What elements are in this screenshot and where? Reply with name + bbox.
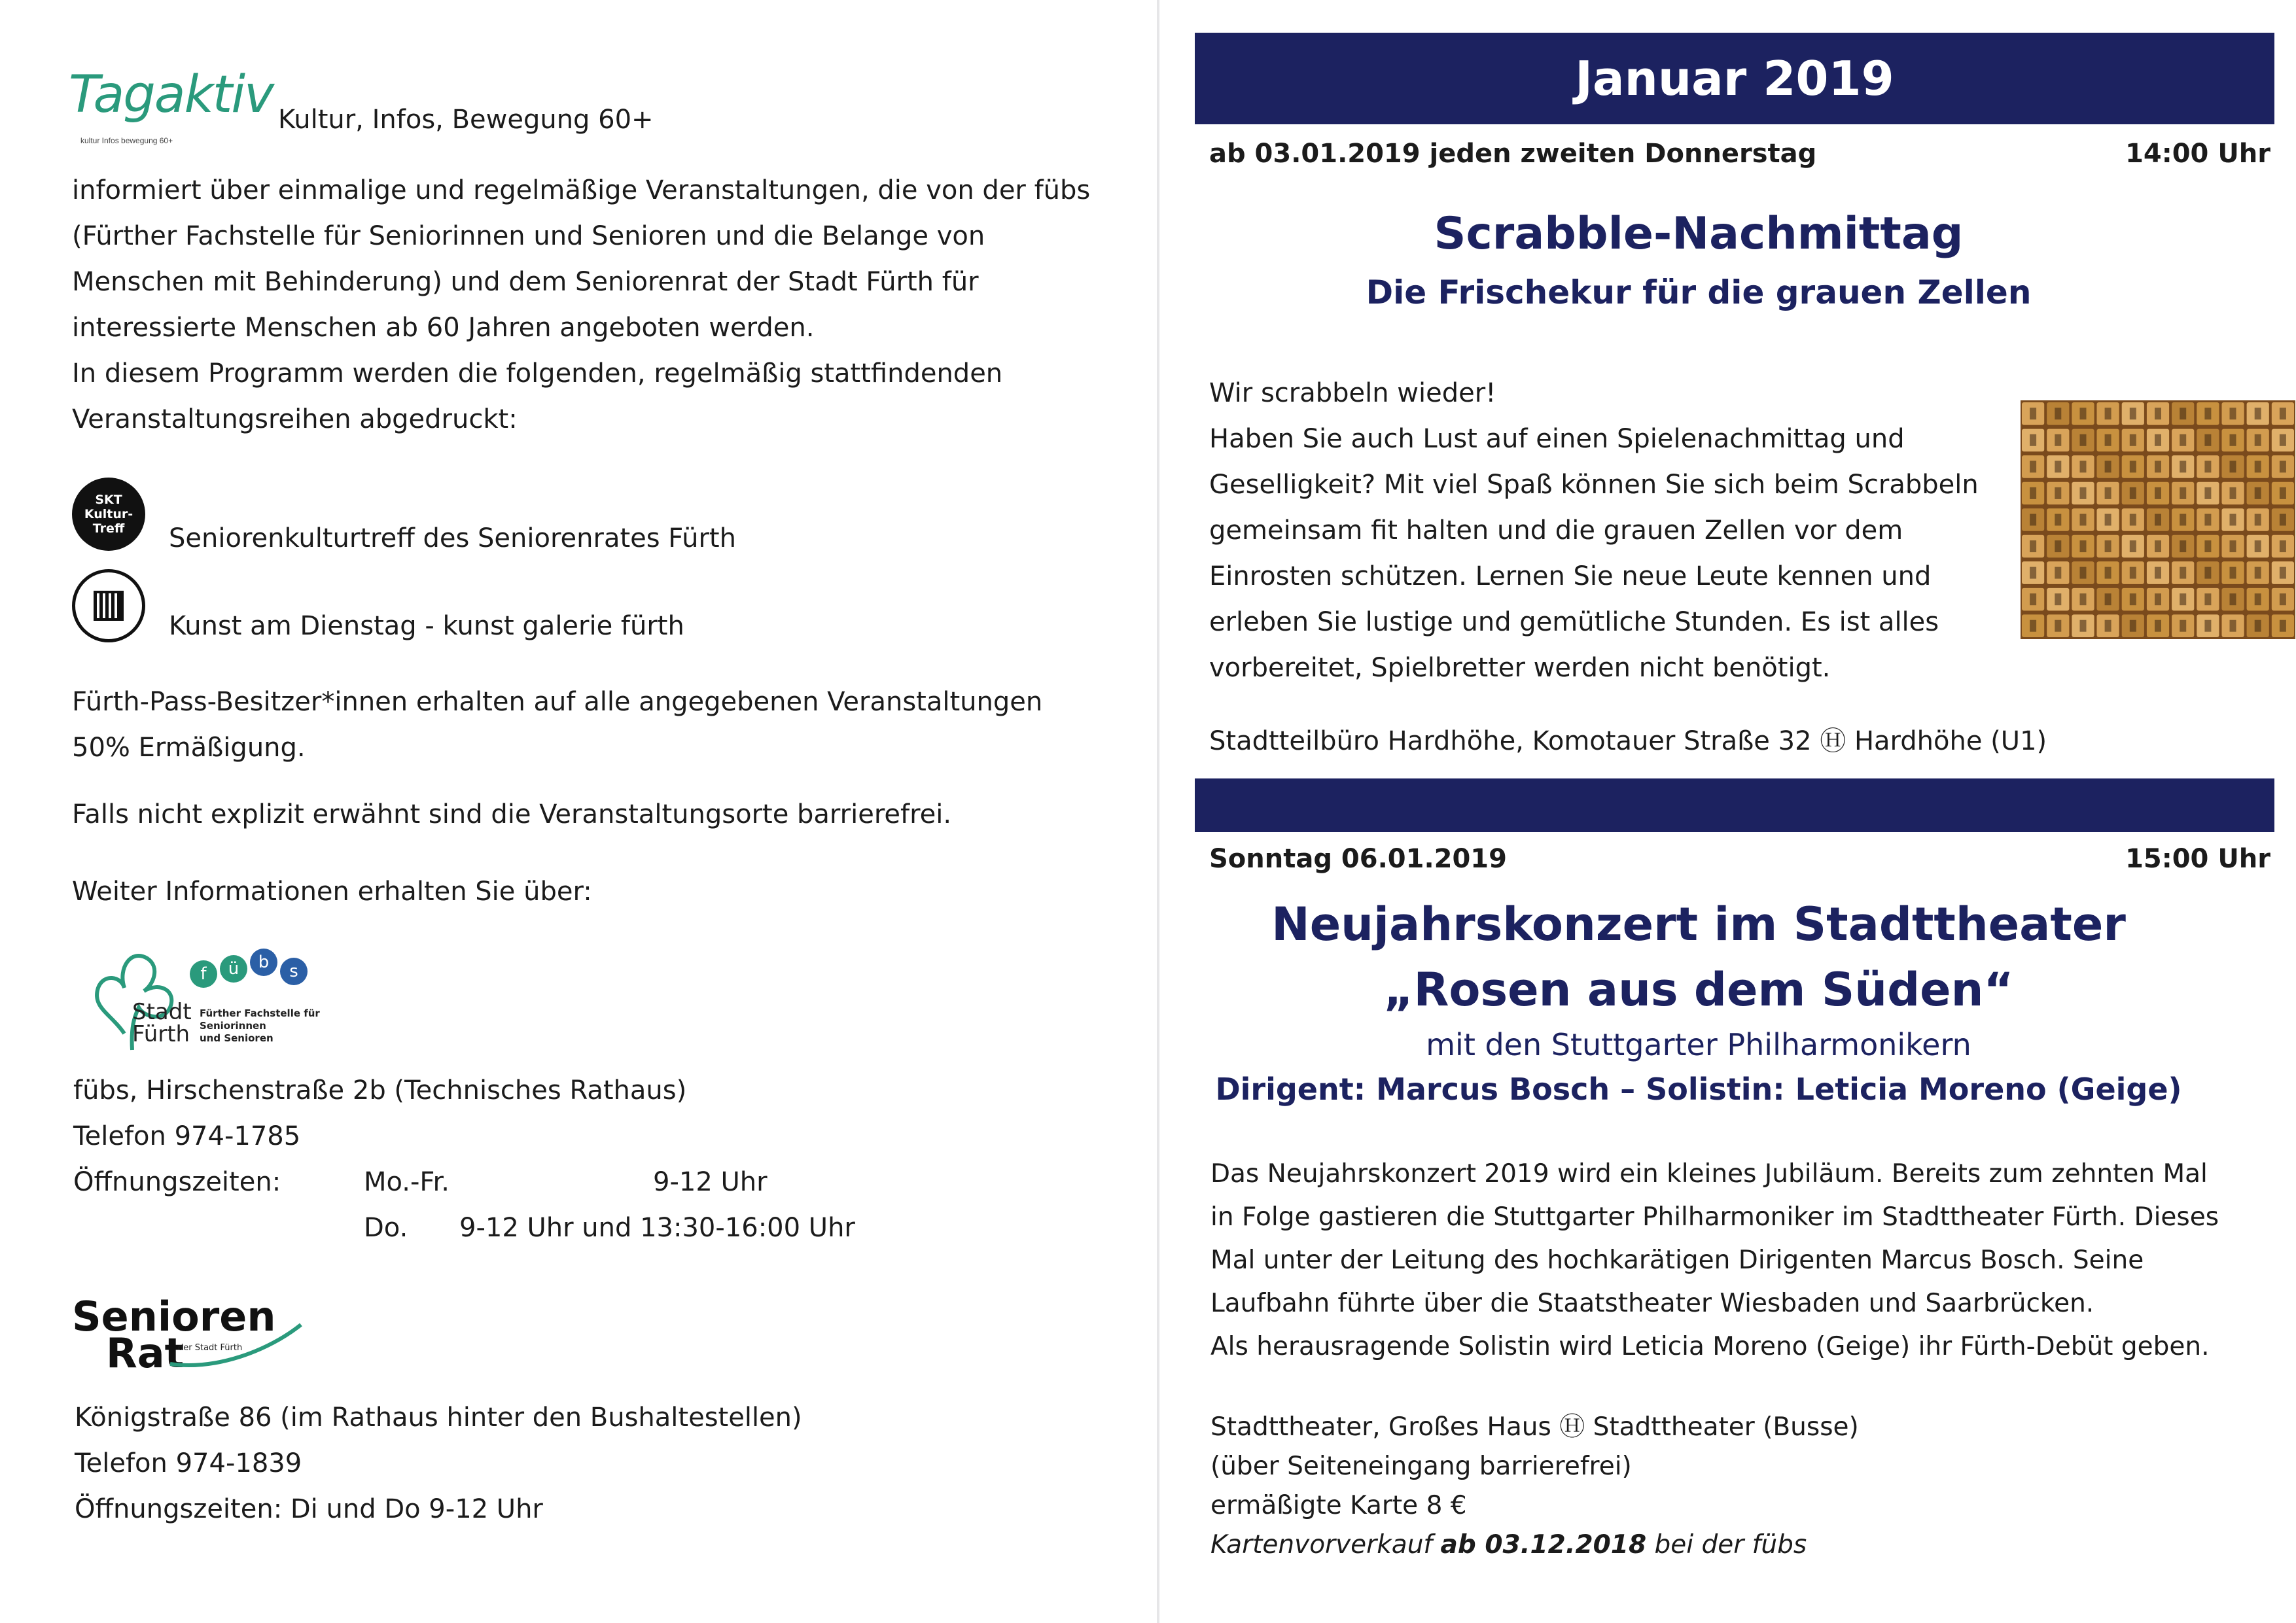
pass-note	[72, 679, 1119, 771]
tagaktiv-logo	[69, 65, 278, 154]
event1-subtitle: Die Frischekur für die grauen Zellen	[1366, 273, 2032, 311]
event2-presale-post: bei der fübs	[1654, 1530, 1807, 1560]
pass-line: 50% Ermäßigung.	[72, 733, 306, 763]
fuebs-phone: Telefon 974-1785	[73, 1121, 301, 1151]
seniorenrat-logo-small: der Stadt Fürth	[178, 1343, 243, 1353]
intro-paragraph	[72, 167, 1119, 442]
event2-conductor: Dirigent: Marcus Bosch – Solistin: Leticia Moreno (Geige)	[1215, 1072, 2182, 1107]
fuebs-logo: Stadt Fürth f ü b s Fürther Fachstelle für Seniorinnen und Senioren	[85, 935, 360, 1060]
event2-details	[1210, 1408, 2061, 1565]
month-title: Januar 2019	[1575, 51, 1894, 106]
event2-body-line: Laufbahn führte über die Staatstheater Wiesbaden und Saarbrücken.	[1210, 1289, 2094, 1318]
month-header-band	[1195, 33, 2274, 124]
fuebs-hours-time-2: 9-12 Uhr und 13:30-16:00 Uhr	[459, 1213, 855, 1243]
event2-date: Sonntag 06.01.2019	[1209, 844, 1507, 874]
event2-title: Neujahrskonzert im Stadttheater	[1271, 898, 2126, 951]
event2-time: 15:00 Uhr	[2125, 844, 2270, 874]
seniorenrat-logo-line-2: Rat	[106, 1329, 185, 1377]
series-label-kunst: Kunst am Dienstag - kunst galerie fürth	[169, 611, 684, 641]
event2-with: mit den Stuttgarter Philharmonikern	[1426, 1027, 1971, 1062]
event2-location: Stadttheater, Großes Haus Ⓗ Stadttheater (Busse)	[1210, 1412, 1859, 1442]
intro-line: interessierte Menschen ab 60 Jahren angeboten werden.	[72, 313, 815, 343]
event2-presale-pre: Kartenvorverkauf	[1210, 1530, 1433, 1560]
tagaktiv-subline: kultur Infos bewegung 60+	[80, 136, 173, 145]
fuebs-hours-day-2: Do.	[364, 1213, 408, 1243]
seniorenrat-logo-line-1: Senioren	[72, 1293, 276, 1340]
intro-line: informiert über einmalige und regelmäßige Veranstaltungen, die von der fübs	[72, 175, 1091, 205]
seniorenrat-address: Königstraße 86 (im Rathaus hinter den Bushaltestellen)	[75, 1403, 802, 1433]
series-label-skt: Seniorenkulturtreff des Seniorenrates Fürth	[169, 523, 736, 553]
event1-body-line: Geselligkeit? Mit viel Spaß können Sie sich beim Scrabbeln	[1209, 470, 1979, 500]
event1-body-line: Wir scrabbeln wieder!	[1209, 378, 1496, 408]
event2-access: (über Seiteneingang barrierefrei)	[1210, 1452, 1632, 1481]
event1-body-line: vorbereitet, Spielbretter werden nicht benötigt.	[1209, 653, 1831, 683]
info-heading: Weiter Informationen erhalten Sie über:	[72, 877, 592, 907]
event2-subtitle: „Rosen aus dem Süden“	[1383, 963, 2014, 1017]
seniorenrat-hours: Öffnungszeiten: Di und Do 9-12 Uhr	[75, 1494, 543, 1524]
intro-line: Menschen mit Behinderung) und dem Seniorenrat der Stadt Fürth für	[72, 267, 979, 297]
event2-body-line: Als herausragende Solistin wird Leticia Moreno (Geige) ihr Fürth-Debüt geben.	[1210, 1332, 2210, 1361]
skt-kulturtreff-icon: SKT Kultur- Treff	[72, 478, 145, 551]
intro-line: Veranstaltungsreihen abgedruckt:	[72, 404, 518, 434]
seniorenrat-phone: Telefon 974-1839	[75, 1448, 302, 1478]
fuebs-hours-label: Öffnungszeiten:	[73, 1167, 281, 1197]
event2-price: ermäßigte Karte 8 €	[1210, 1491, 1467, 1520]
event1-title: Scrabble-Nachmittag	[1434, 208, 1964, 260]
event2-body	[1210, 1153, 2284, 1369]
event1-location: Stadtteilbüro Hardhöhe, Komotauer Straße 32 Ⓗ Hardhöhe (U1)	[1209, 726, 2047, 756]
kunst-am-dienstag-icon	[72, 569, 145, 642]
intro-line: In diesem Programm werden die folgenden, regelmäßig stattfindenden	[72, 358, 1003, 389]
tagaktiv-tagline: Kultur, Infos, Bewegung 60+	[278, 105, 654, 135]
swoosh-icon	[72, 1293, 321, 1377]
fuebs-letter-circles: f ü b s	[190, 949, 347, 988]
event1-body-line: gemeinsam fit halten und die grauen Zellen vor dem	[1209, 515, 1903, 546]
fuebs-hours-day-1: Mo.-Fr.	[364, 1167, 450, 1197]
event1-body	[1209, 370, 2014, 691]
fuebs-city-2: Fürth	[132, 1021, 190, 1047]
seniorenrat-logo	[72, 1293, 321, 1377]
event1-body-line: Einrosten schützen. Lernen Sie neue Leute kennen und	[1209, 561, 1932, 591]
event1-time: 14:00 Uhr	[2125, 139, 2270, 169]
separator-band	[1195, 778, 2274, 832]
event2-presale	[1210, 1526, 2061, 1565]
right-page	[1158, 0, 2296, 1623]
event2-body-line: Mal unter der Leitung des hochkarätigen Dirigenten Marcus Bosch. Seine	[1210, 1246, 2144, 1275]
fuebs-hours-time-1: 9-12 Uhr	[653, 1167, 768, 1197]
event1-date: ab 03.01.2019 jeden zweiten Donnerstag	[1209, 139, 1817, 169]
fuebs-address: fübs, Hirschenstraße 2b (Technisches Rathaus)	[73, 1075, 687, 1106]
event2-presale-bold: ab 03.12.2018	[1440, 1530, 1647, 1560]
event1-body-line: erleben Sie lustige und gemütliche Stunden. Es ist alles	[1209, 607, 1939, 637]
tagaktiv-brand: Tagaktiv	[69, 65, 274, 124]
event2-body-line: Das Neujahrskonzert 2019 wird ein kleines Jubiläum. Bereits zum zehnten Mal	[1210, 1159, 2208, 1189]
scrabble-tiles-image	[2021, 400, 2295, 639]
barrier-note: Falls nicht explizit erwähnt sind die Veranstaltungsorte barrierefrei.	[72, 799, 952, 829]
intro-line: (Fürther Fachstelle für Seniorinnen und Senioren und die Belange von	[72, 221, 985, 251]
event1-body-line: Haben Sie auch Lust auf einen Spielenachmittag und	[1209, 424, 1905, 454]
fuebs-city-1: Stadt	[132, 999, 192, 1025]
event2-body-line: in Folge gastieren die Stuttgarter Philharmoniker im Stadttheater Fürth. Dieses	[1210, 1202, 2219, 1232]
pass-line: Fürth-Pass-Besitzer*innen erhalten auf alle angegebenen Veranstaltungen	[72, 687, 1043, 717]
